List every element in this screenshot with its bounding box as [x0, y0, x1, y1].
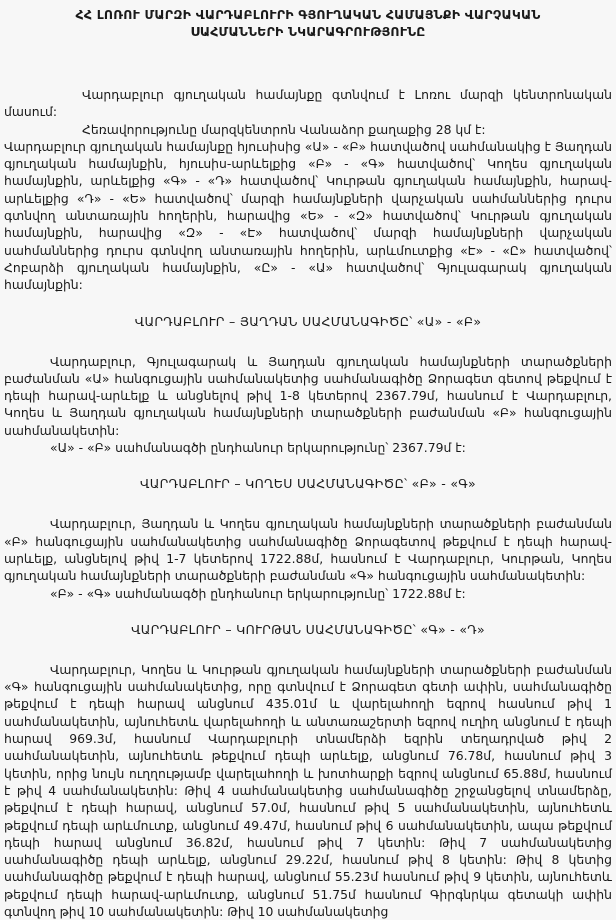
intro-distance-line: Հեռավորությունը մարզկենտրոն Վանաձոր քաղաքից 28 կմ է:: [82, 121, 486, 137]
intro-section: [4, 86, 612, 294]
document-title-line-1: ՀՀ ԼՈՌՈՒ ՄԱՐԶԻ ՎԱՐԴԱԲԼՈՒՐԻ ԳՅՈՒՂԱԿԱՆ ՀԱՄԱՅՆՔԻ ՎԱՐՉԱԿԱՆ: [75, 7, 541, 22]
section-total-length: «Բ» - «Գ» սահմանագծի ընդհանուր երկարությունը՝ 1722.88մ է:: [50, 585, 466, 601]
section-heading: ՎԱՐԴԱԲԼՈՒՐ – ԿՈՒՐԹԱՆ ՍԱՀՄԱՆԱԳԻԾԸ՝ «Գ» - «Դ»: [131, 621, 485, 637]
section-body: Վարդաբլուր, Գյուլագարակ և Յաղդան գյուղական համայնքների տարածքների բաժանման «Ա» հանգուցային սահմանակետից սահմանագիծը Ձորագետ գետով թեքվում է դեպի հարավ-արևելք և անցնելով թիվ 1-8 կետերով 2367.79մ, հասնում է Վարդաբլուր, Կողես և Յաղդան գյուղական համայնքների տարածքների բաժանման «Բ» հանգուցային սահմանակետին:: [4, 353, 612, 438]
section-a-b: [4, 313, 612, 457]
section-b-g: [4, 475, 612, 601]
section-heading: ՎԱՐԴԱԲԼՈՒՐ – ՅԱՂԴԱՆ ՍԱՀՄԱՆԱԳԻԾԸ՝ «Ա» - «Բ»: [134, 313, 482, 329]
section-g-d: [4, 621, 612, 920]
section-body: Վարդաբլուր, Կողես և Կուրթան գյուղական համայնքների տարածքների բաժանման «Գ» հանգուցային սահմանակետից, որը գտնվում է Ձորագետ գետի ափին, սահմանագիծը թեքվում է դեպի հարավ անցնում 435.01մ և վարելահողի եզրով հասնում թիվ 1 սահմանակետին, այնուհետև վարելահողի և անտառաշերտի եզրով ուղիղ անցնում է դեպի հարավ 969.3մ, հասնում Վարդաբլուրի տնամերձի եզրին տեղադրված թիվ 2 սահմանակետին, այնուհետև թեքվում դեպի արևելք, անցնում 76.78մ, հասնում թիվ 3 կետին, որից նույն ուղղությամբ վարելահողի և խոտհարքի եզրով անցնում 65.88մ, հասնում է թիվ 4 սահմանակետին: Թիվ 4 սահմանակետից սահմանագիծը շրջանցելով տնամերձը, թեքվում է դեպի հարավ, անցնում 57.0մ, հասնում թիվ 5 սահմանակետին, այնուհետև թեքվում դեպի արևմուտք, անցնում 49.47մ, հասնում թիվ 6 սահմանակետին, ապա թեքվում դեպի հարավ անցնում 36.82մ, հասնում թիվ 7 կետին: Թիվ 7 սահմանակետից սահմանագիծը դեպի արևելք, անցնում 29.22մ, հասնում թիվ 8 կետին: Թիվ 8 կետից սահմանագիծը թեքվում է դեպի հարավ, անցնում 55.23մ հասնում թիվ 9 կետին, այնուհետև թեքվում դեպի հարավ-արևմուտք, անցնում 51.75մ հասնում Գիրգնրկա գետակի ափին գտնվող թիվ 10 սահմանակետին: Թիվ 10 սահմանակետից: [4, 661, 612, 919]
document-title-line-2: ՍԱՀՄԱՆՆԵՐԻ ՆԿԱՐԱԳՐՈՒԹՅՈՒՆԸ: [190, 24, 426, 39]
section-heading: ՎԱՐԴԱԲԼՈՒՐ – ԿՈՂԵՍ ՍԱՀՄԱՆԱԳԻԾԸ՝ «Բ» - «Գ»: [140, 476, 476, 492]
section-body: Վարդաբլուր, Յաղդան և Կողես գյուղական համայնքների տարածքների բաժանման «Բ» հանգուցային սահմանակետից սահմանագիծը Ձորագետով թեքվում է դեպի հարավ-արևելք, անցնելով թիվ 1-7 կետերով 1722.88մ, հասնում է Վարդաբլուր, Կուրթան, Կողես գյուղական համայնքների տարածքների բաժանման «Գ» հանգուցային սահմանակետին:: [4, 516, 612, 584]
intro-location-line: Վարդաբլուր գյուղական համայնքը գտնվում է Լոռու մարզի կենտրոնական մասում:: [4, 87, 612, 120]
document-title: [4, 6, 612, 40]
section-total-length: «Ա» - «Բ» սահմանագծի ընդհանուր երկարությունը՝ 2367.79մ է:: [50, 440, 466, 456]
intro-boundaries-paragraph: Վարդաբլուր գյուղական համայնքը հյուսիսից «Ա» - «Բ» հատվածով սահմանակից է Յաղդան գյուղական համայնքին, հյուսիս-արևելքից «Բ» - «Գ» հատվածով՝ Կողես գյուղական համայնքին, արևելքից «Գ» - «Դ» հատվածով՝ Կուրթան գյուղական համայնքին, հարավ-արևելքից «Դ» - «Ե» հատվածով՝ մարզի համայնքների վարչական սահմաններից դուրս գտնվող անտառային հողերին, հարավից «Ե» - «Զ» հատվածով՝ Կուրթան գյուղական համայնքին, հարավից «Զ» - «Է» հատվածով՝ մարզի համայնքների վարչական սահմաններից դուրս գտնվող անտառային հողերին, արևմուտքից «Է» - «Ը» հատվածով՝ Հոբարձի գյուղական համայնքին, «Ը» - «Ա» հատվածով՝ Գյուլագարակ գյուղական համայնքին:: [4, 138, 612, 293]
